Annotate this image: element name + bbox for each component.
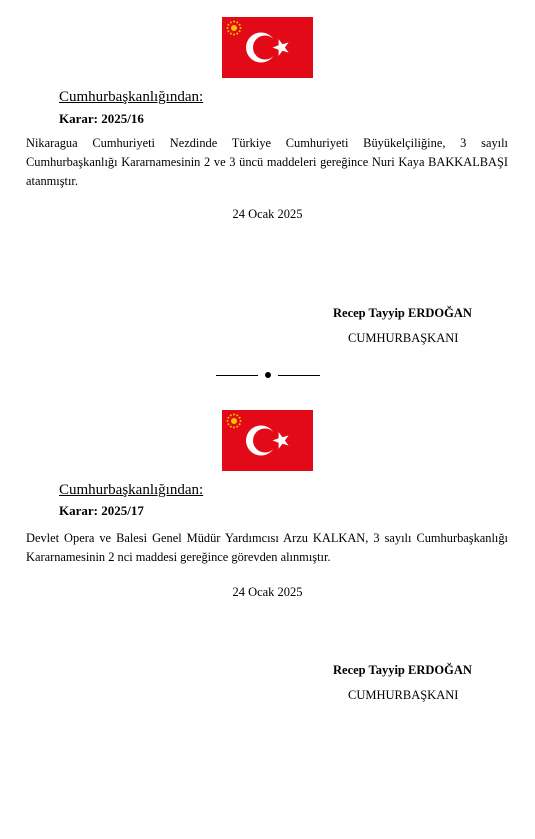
signatory-title: CUMHURBAŞKANI	[348, 688, 459, 702]
issuing-office: Cumhurbaşkanlığından:	[59, 482, 204, 498]
decree-text: Devlet Opera ve Balesi Genel Müdür Yardımcısı Arzu KALKAN, 3 sayılı Cumhurbaşkanlığı Kararnamesinin 2 nci maddesi gereğince görevden alınmıştır.	[26, 531, 508, 564]
decision-number: Karar: 2025/16	[59, 111, 144, 126]
divider-line	[216, 375, 258, 376]
divider-line	[278, 375, 320, 376]
presidential-emblem-icon	[222, 410, 313, 471]
signatory-name: Recep Tayyip ERDOĞAN	[333, 306, 472, 320]
decree-text: Nikaragua Cumhuriyeti Nezdinde Türkiye Cumhuriyeti Büyükelçiliğine, 3 sayılı Cumhurbaşkanlığı Kararnamesinin 2 ve 3 üncü maddeleri gereğince Nuri Kaya BAKKALBAŞI atanmıştır.	[26, 136, 508, 188]
decree-date: 24 Ocak 2025	[232, 585, 303, 599]
section-divider	[216, 368, 320, 382]
signatory-title: CUMHURBAŞKANI	[348, 331, 459, 345]
signatory-name: Recep Tayyip ERDOĞAN	[333, 663, 472, 677]
decision-number: Karar: 2025/17	[59, 503, 144, 518]
divider-dot-icon	[265, 372, 271, 378]
presidential-emblem-icon	[222, 17, 313, 78]
issuing-office: Cumhurbaşkanlığından:	[59, 89, 204, 105]
decree-date: 24 Ocak 2025	[232, 207, 303, 221]
